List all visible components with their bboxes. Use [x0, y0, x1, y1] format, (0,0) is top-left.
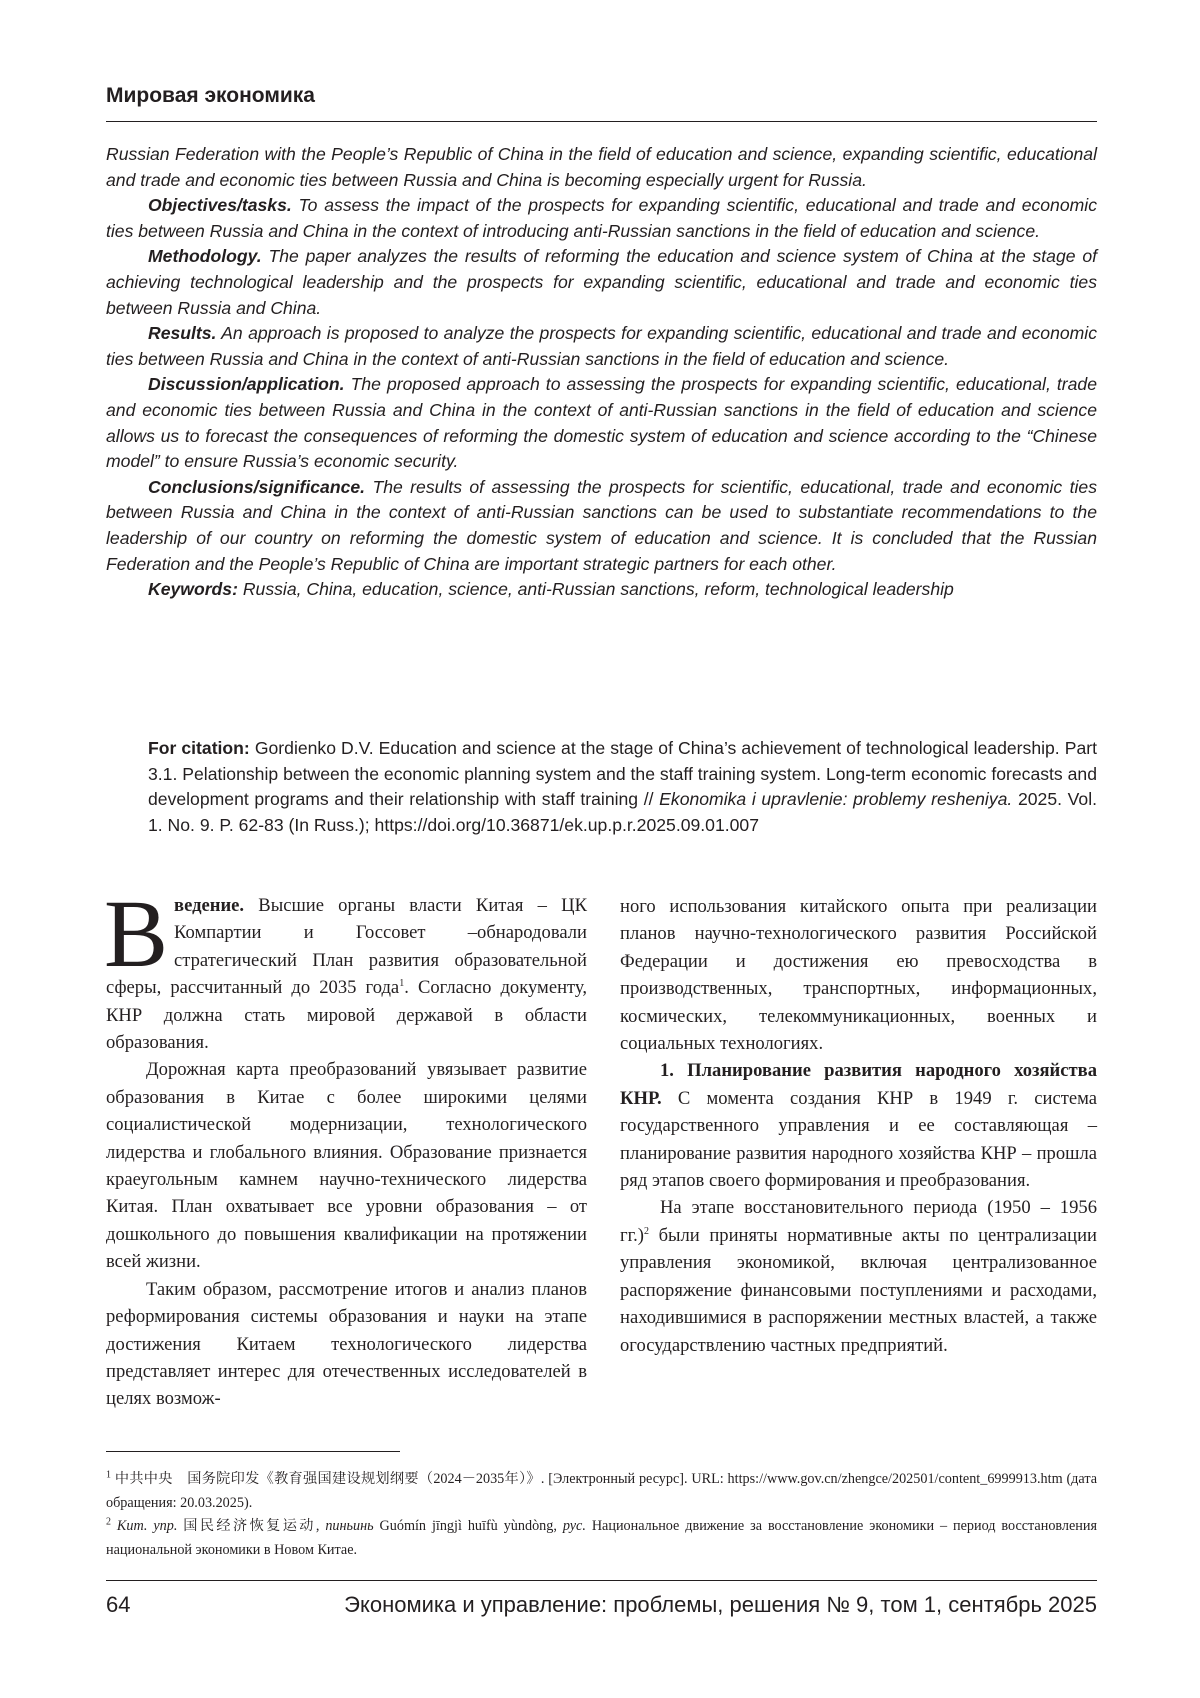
- text: пиньинь: [325, 1518, 373, 1534]
- body-column-left: [106, 892, 587, 1413]
- label: Results.: [148, 323, 216, 343]
- text: рус.: [563, 1518, 586, 1534]
- section-paragraph: [620, 1057, 1097, 1194]
- paragraph: Дорожная карта преобразований увязывает развитие образования в Китае с более широкими целями социалистической модернизации, технологического лидерства и глобального влияния. Образование признается краеугольным камнем научно-технического лидерства Китая. План охватывает все уровни образования – от дошкольного до повышения квалификации на протяжении всей жизни.: [106, 1056, 587, 1275]
- text: Guómín jīngjì huīfù yùndòng,: [374, 1518, 563, 1534]
- footnote-number: 2: [106, 1516, 111, 1527]
- text: Russia, China, education, science, anti-Russian sanctions, reform, technological leadership: [238, 579, 954, 599]
- header-divider: [106, 121, 1097, 122]
- label: Methodology.: [148, 246, 262, 266]
- abstract-methodology: [106, 244, 1097, 321]
- text: были приняты нормативные акты по централизации управления экономикой, включая централизованное распоряжение финансовыми поступлениями и расходами, находившимися в распоряжении местных властей, а также огосударствлению частных предприятий.: [620, 1225, 1097, 1356]
- label: Conclusions/significance.: [148, 477, 365, 497]
- text: . Согласно документу, КНР должна стать мировой державой в области образования.: [106, 977, 587, 1053]
- text: 国民经济恢复运动,: [177, 1518, 325, 1534]
- label: Discussion/application.: [148, 374, 345, 394]
- text: To assess the impact of the prospects for expanding scientific, educational and trade and economic ties between Russia and China in the context of introducing anti-Russian sanctions in the field of education and science.: [106, 195, 1097, 241]
- abstract-objectives: [106, 193, 1097, 244]
- footnote-ref[interactable]: 2: [644, 1226, 649, 1237]
- section-header: Мировая экономика: [106, 84, 315, 108]
- citation-journal: Ekonomika i upravlenie: problemy resheniya.: [659, 789, 1012, 809]
- text: An approach is proposed to analyze the prospects for expanding scientific, educational and trade and economic ties between Russia and China in the context of anti-Russian sanctions in the field of education and science.: [106, 323, 1097, 369]
- page-number: 64: [106, 1592, 130, 1618]
- abstract: [106, 142, 1097, 603]
- footnotes: [106, 1468, 1097, 1562]
- footnote-text: 中共中央 国务院印发《教育强国建设规划纲要（2024－2035年）》. [Электронный ресурс]. URL: https://www.gov.cn/zhengce/202501/content_6999913.htm (дата обращения: 20.03.2025).: [106, 1471, 1097, 1511]
- footnote-1: [106, 1468, 1097, 1515]
- paragraph: [620, 1194, 1097, 1358]
- label: Keywords:: [148, 579, 238, 599]
- citation-doi: 2025. Vol. 1. No. 9. P. 62-83 (In Russ.); https://doi.org/10.36871/ek.up.p.r.2025.09.01.007: [148, 789, 1097, 835]
- intro-heading: ведение.: [174, 895, 244, 916]
- footer-divider: [106, 1580, 1097, 1581]
- footnote-ref[interactable]: 1: [399, 978, 404, 989]
- intro-paragraph: [106, 892, 587, 1056]
- abstract-discussion: [106, 372, 1097, 474]
- citation-text: Gordienko D.V. Education and science at the stage of China’s achievement of technological leadership. Part 3.1. Pelationship between the economic planning system and the staff training system. Long-term economic forecasts and development programs and their relationship with staff training //: [148, 738, 1097, 809]
- text: The proposed approach to assessing the prospects for expanding scientific, educational, trade and economic ties between Russia and China in the context of anti-Russian sanctions in the field of education and science allows us to forecast the consequences of reforming the domestic system of education and science according to the “Chinese model” to ensure Russia’s economic security.: [106, 374, 1097, 471]
- footnote-divider: [106, 1451, 400, 1452]
- text: С момента создания КНР в 1949 г. система государственного управления и ее составляющая – планирование развития народного хозяйства КНР – прошла ряд этапов своего формирования и преобразования.: [620, 1088, 1097, 1191]
- footnote-number: 1: [106, 1469, 111, 1480]
- footnote-2: [106, 1515, 1097, 1562]
- paragraph-continued: ного использования китайского опыта при реализации планов научно-технологического развития Российской Федерации и достижения ею превосходства в производственных, транспортных, информационных, космических, телекоммуникационных, военных и социальных технологиях.: [620, 893, 1097, 1057]
- citation: [148, 736, 1097, 838]
- abstract-keywords: [106, 577, 1097, 603]
- text: На этапе восстановительного периода (1950 – 1956 гг.): [620, 1197, 1097, 1245]
- label: Objectives/tasks.: [148, 195, 292, 215]
- paragraph: Таким образом, рассмотрение итогов и анализ планов реформирования системы образования и науки на этапе достижения Китаем технологического лидерства представляет интерес для отечественных исследователей в целях возмож-: [106, 1276, 587, 1413]
- text: Кит. упр.: [111, 1518, 177, 1534]
- text: Высшие органы власти Китая – ЦК Компартии и Госсовет –обнародовали стратегический План развития образовательной сферы, рассчитанный до 2035 года: [106, 895, 587, 998]
- journal-footer: Экономика и управление: проблемы, решения № 9, том 1, сентябрь 2025: [344, 1592, 1097, 1618]
- abstract-intro: Russian Federation with the People’s Republic of China in the field of education and science, expanding scientific, educational and trade and economic ties between Russia and China is becoming especially urgent for Russia.: [106, 142, 1097, 193]
- text: The results of assessing the prospects for scientific, educational, trade and economic ties between Russia and China in the context of anti-Russian sanctions can be used to substantiate recommendations to the leadership of our country on reforming the domestic system of education and science. It is concluded that the Russian Federation and the People’s Republic of China are important strategic partners for each other.: [106, 477, 1097, 574]
- text: Национальное движение за восстановление экономики – период восстановления национальной экономики в Новом Китае.: [106, 1518, 1097, 1558]
- citation-label: For citation:: [148, 738, 250, 758]
- section-heading: 1. Планирование развития народного хозяйства КНР.: [620, 1060, 1097, 1108]
- body-column-right: [620, 893, 1097, 1359]
- abstract-results: [106, 321, 1097, 372]
- drop-cap: В: [104, 896, 168, 974]
- text: The paper analyzes the results of reforming the education and science system of China at the stage of achieving technological leadership and the prospects for expanding scientific, educational and trade and economic ties between Russia and China.: [106, 246, 1097, 317]
- abstract-conclusions: [106, 475, 1097, 577]
